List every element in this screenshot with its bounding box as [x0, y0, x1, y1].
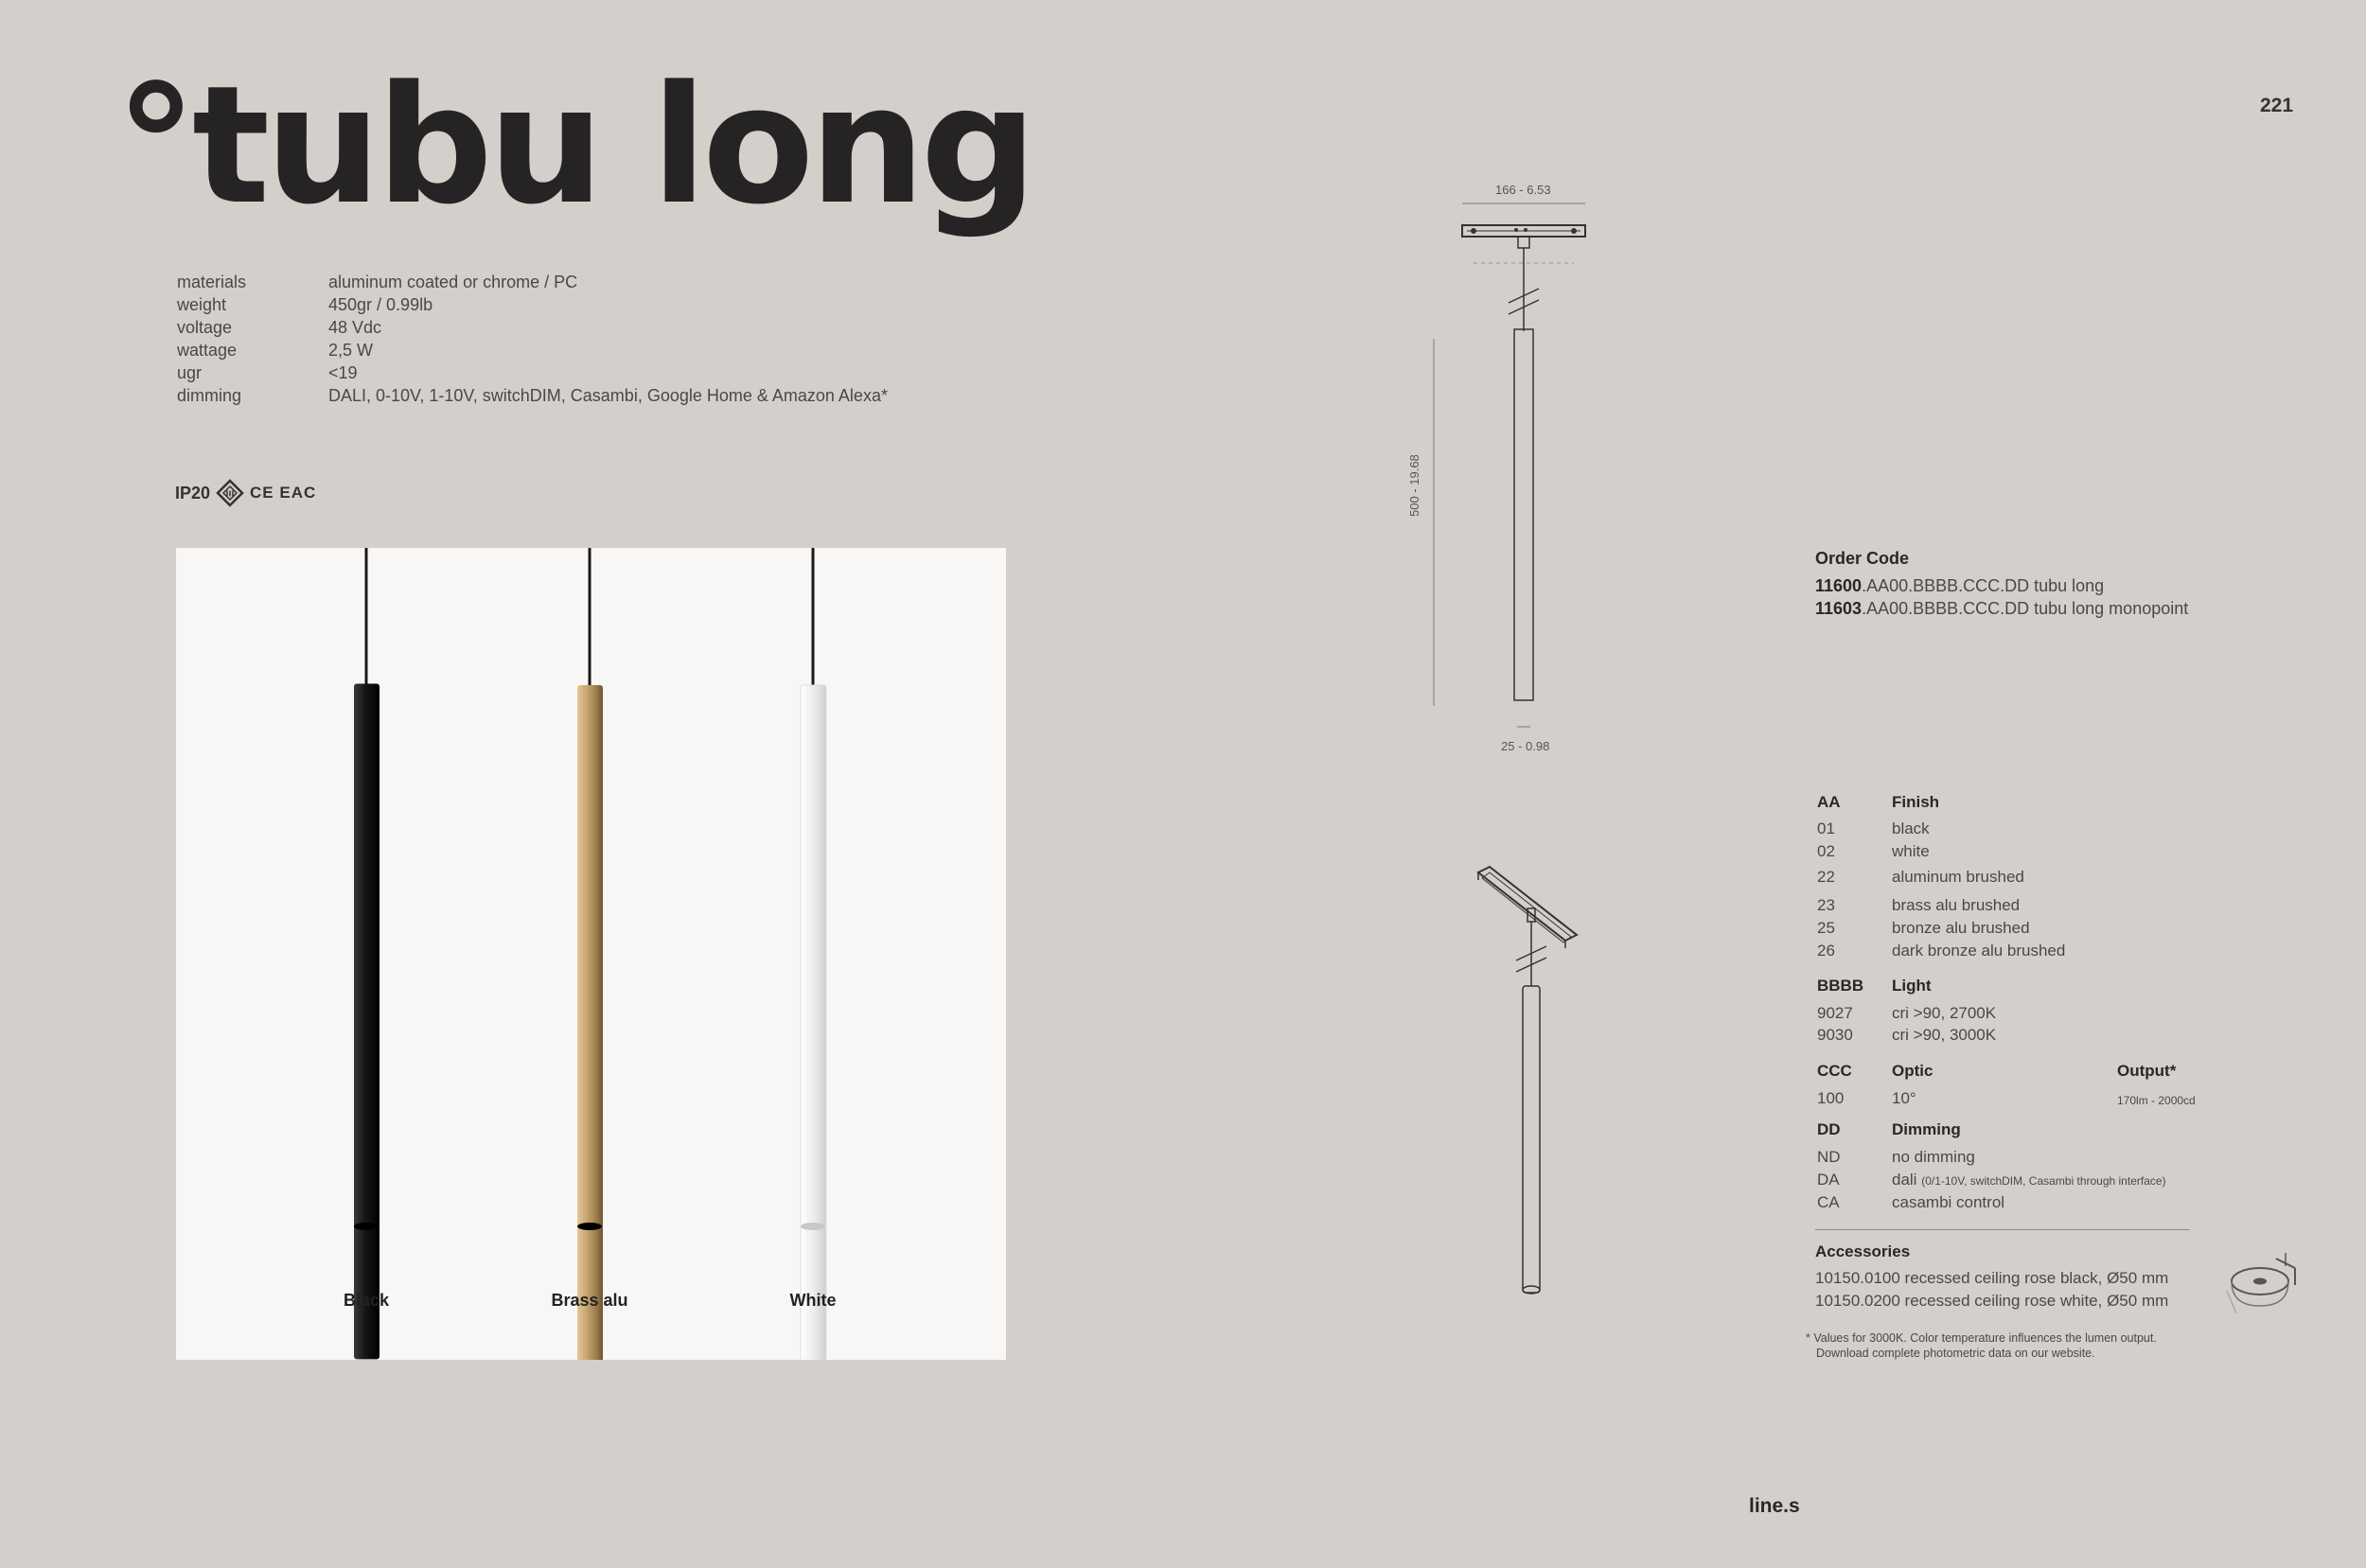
dimming-code-header: DD — [1817, 1120, 1841, 1138]
brass-lamp-tube — [577, 685, 603, 1360]
accessory-line: 10150.0200 recessed ceiling rose white, Ø50 mm — [1815, 1292, 2169, 1310]
ceiling-rose-icon — [2217, 1247, 2303, 1323]
finish-code: 01 — [1817, 819, 1835, 837]
order-code-number: 11600 — [1815, 576, 1863, 595]
spec-key: voltage — [177, 318, 233, 337]
order-code-suffix: .AA00.BBBB.CCC.DD tubu long monopoint — [1862, 599, 2189, 618]
order-code-line — [1815, 576, 2104, 596]
finish-label: bronze alu brushed — [1892, 919, 2030, 937]
finish-code: 02 — [1817, 842, 1835, 860]
dimming-code: DA — [1817, 1171, 1840, 1189]
dimming-code: CA — [1817, 1193, 1840, 1211]
class-iii-icon — [216, 479, 244, 507]
spec-key: dimming — [177, 386, 242, 405]
spec-value: 48 Vdc — [328, 318, 382, 337]
optic-code-header: CCC — [1817, 1062, 1852, 1080]
finish-code: 23 — [1817, 896, 1835, 914]
light-code: 9030 — [1817, 1026, 1853, 1044]
order-code-suffix: .AA00.BBBB.CCC.DD tubu long — [1862, 576, 2105, 595]
light-label: cri >90, 2700K — [1892, 1004, 1997, 1022]
optic-label: 10° — [1892, 1089, 1916, 1107]
ce-eac-mark: CE EAC — [250, 484, 317, 502]
dimming-note: (0/1-10V, switchDIM, Casambi through interface) — [1921, 1174, 2166, 1188]
accessories-divider — [1815, 1229, 2190, 1230]
footnote-line: * Values for 3000K. Color temperature influences the lumen output. — [1806, 1331, 2157, 1345]
variant-label-brass: Brass alu — [551, 1291, 628, 1310]
output-value: 170lm - 2000cd — [2117, 1094, 2196, 1107]
light-header: Light — [1892, 977, 1932, 995]
order-code-number: 11603 — [1815, 599, 1863, 618]
spec-key: ugr — [177, 363, 203, 382]
light-code: 9027 — [1817, 1004, 1853, 1022]
product-photo-panel — [176, 548, 1006, 1360]
dimming-label: casambi control — [1892, 1193, 2005, 1211]
order-code-line — [1815, 599, 2188, 619]
monopoint-drawing — [1457, 861, 1599, 1296]
spec-key: materials — [177, 273, 247, 291]
spec-key: weight — [177, 295, 227, 314]
output-header: Output* — [2117, 1062, 2177, 1080]
spec-key: wattage — [177, 341, 238, 360]
brand-logo: line.s — [1749, 1495, 1800, 1517]
spec-value: aluminum coated or chrome / PC — [328, 273, 578, 291]
finish-header: Finish — [1892, 793, 1940, 811]
spec-value: 450gr / 0.99lb — [328, 295, 433, 314]
finish-code-header: AA — [1817, 793, 1841, 811]
technical-drawing — [1410, 180, 1618, 965]
width-dimension-label: 166 - 6.53 — [1495, 183, 1551, 197]
finish-label: brass alu brushed — [1892, 896, 2021, 914]
dimming-label — [1892, 1171, 2166, 1189]
dimming-label: no dimming — [1892, 1148, 1975, 1166]
variant-label-white: White — [789, 1291, 837, 1310]
footnote-line: Download complete photometric data on our website. — [1816, 1347, 2095, 1360]
black-lamp-tube — [354, 684, 380, 1360]
optic-code: 100 — [1817, 1089, 1845, 1107]
optic-header: Optic — [1892, 1062, 1933, 1080]
page-title: °tubu long — [115, 50, 1033, 240]
accessory-line: 10150.0100 recessed ceiling rose black, Ø50 mm — [1815, 1269, 2169, 1287]
dimming-label-text: dali — [1892, 1171, 1917, 1189]
svg-text:III: III — [225, 489, 235, 499]
finish-code: 26 — [1817, 942, 1835, 960]
certification-marks — [175, 479, 316, 507]
page-number: 221 — [2260, 95, 2294, 116]
order-code-title: Order Code — [1815, 549, 1910, 568]
diameter-dimension-label: 25 - 0.98 — [1501, 739, 1550, 753]
finish-label: black — [1892, 819, 1930, 837]
height-dimension-label: 500 - 19.68 — [1407, 454, 1421, 517]
white-lamp-tube — [801, 685, 826, 1360]
pendant-lamps-illustration — [176, 548, 1006, 1360]
variant-label-black: Black — [343, 1291, 390, 1310]
dimming-code: ND — [1817, 1148, 1841, 1166]
spec-value: <19 — [328, 363, 358, 382]
spec-value: 2,5 W — [328, 341, 374, 360]
finish-label: dark bronze alu brushed — [1892, 942, 2066, 960]
finish-code: 22 — [1817, 868, 1835, 886]
finish-label: white — [1892, 842, 1930, 860]
finish-code: 25 — [1817, 919, 1835, 937]
finish-label: aluminum brushed — [1892, 868, 2024, 886]
accessories-title: Accessories — [1815, 1242, 1911, 1260]
light-code-header: BBBB — [1817, 977, 1864, 995]
dimming-header: Dimming — [1892, 1120, 1961, 1138]
light-label: cri >90, 3000K — [1892, 1026, 1997, 1044]
spec-value: DALI, 0-10V, 1-10V, switchDIM, Casambi, Google Home & Amazon Alexa* — [328, 386, 888, 405]
ip-rating: IP20 — [175, 483, 211, 502]
